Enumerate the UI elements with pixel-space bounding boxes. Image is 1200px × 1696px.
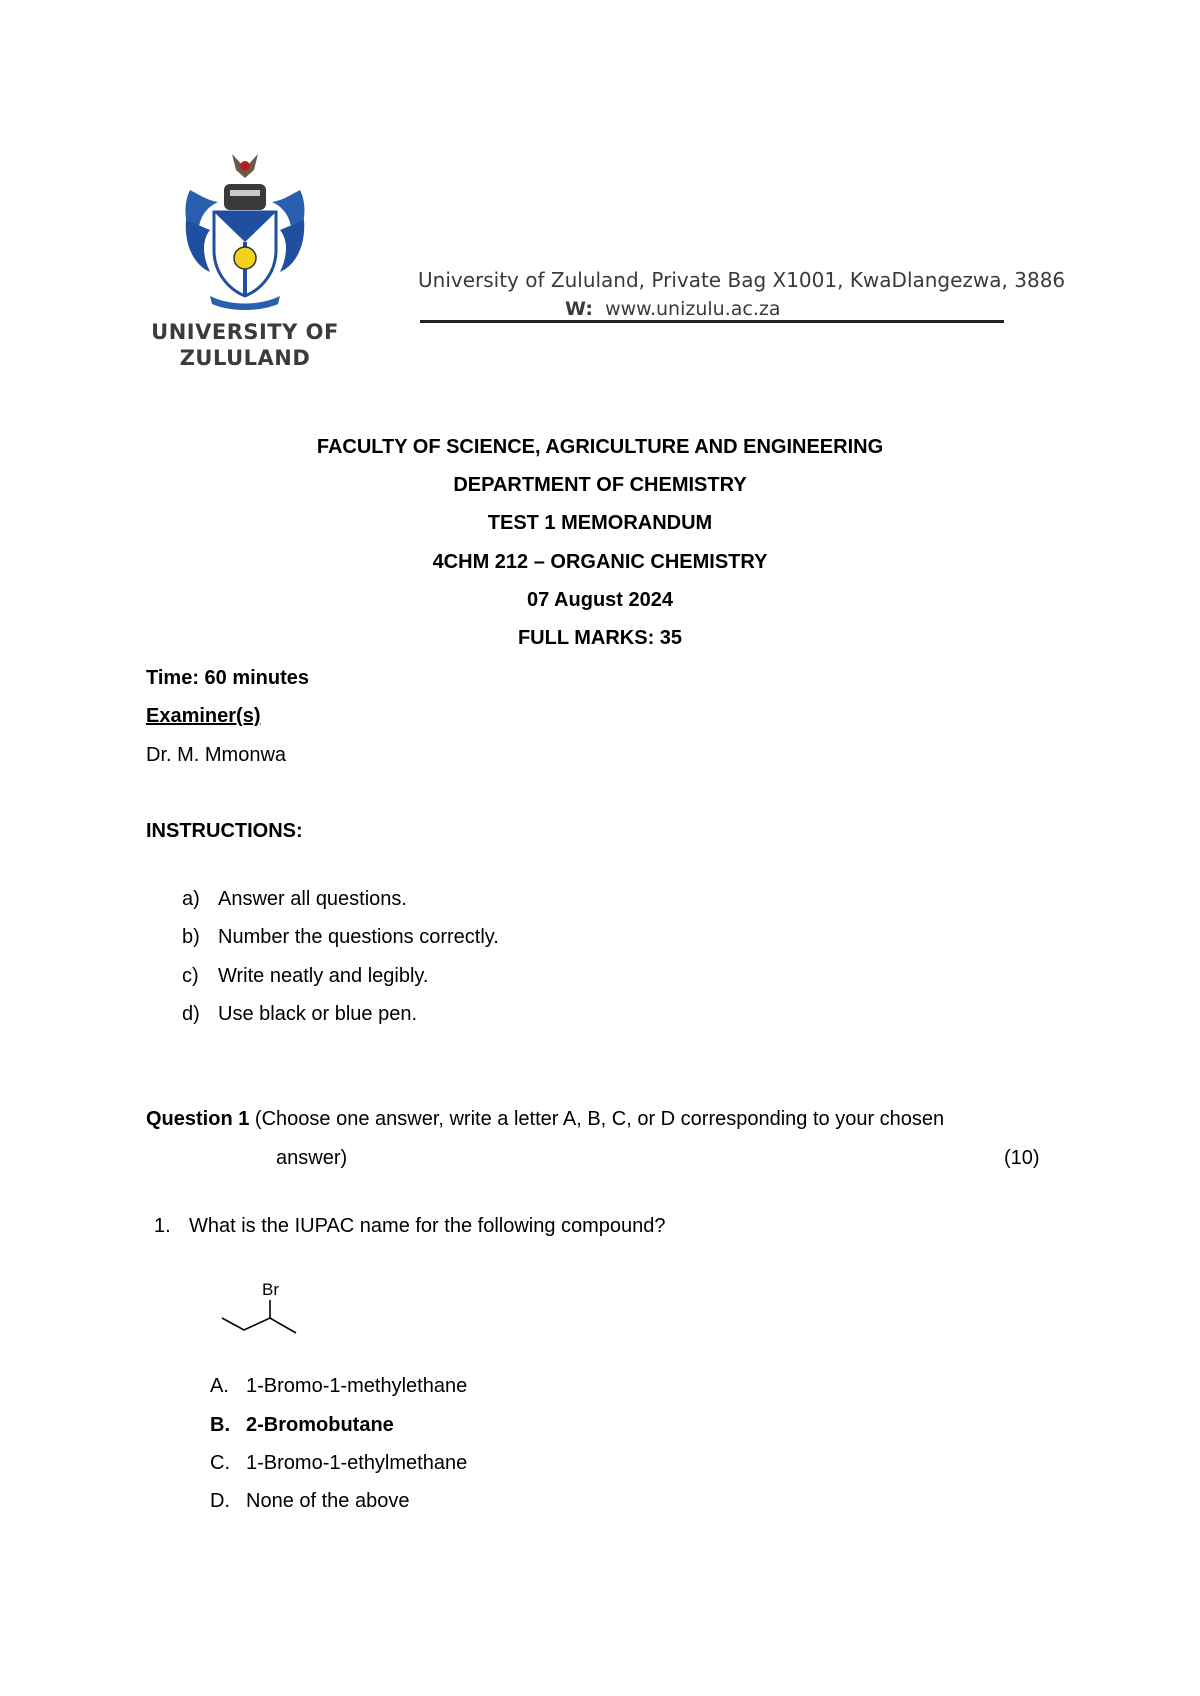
sub-question-text: What is the IUPAC name for the following compound? <box>189 1215 666 1237</box>
option-letter: B. <box>210 1414 230 1436</box>
answer-option-b-correct <box>210 1414 394 1437</box>
answer-option-c <box>210 1452 467 1475</box>
test-date: 07 August 2024 <box>527 589 673 611</box>
option-letter: A. <box>210 1375 229 1397</box>
option-letter: C. <box>210 1452 230 1474</box>
skeletal-structure-icon <box>214 1278 304 1338</box>
instruction-label: a) <box>182 888 200 910</box>
test-title: TEST 1 MEMORANDUM <box>487 512 713 534</box>
option-text: None of the above <box>246 1490 410 1512</box>
time-allowed: Time: 60 minutes <box>146 667 310 689</box>
option-text: 2-Bromobutane <box>246 1414 394 1436</box>
answer-option-a <box>210 1375 467 1398</box>
question-1-marks: (10) <box>1004 1147 1040 1169</box>
chemical-structure <box>214 1278 304 1338</box>
instruction-label: d) <box>182 1003 200 1025</box>
web-label: W: <box>565 298 593 320</box>
university-address: University of Zululand, Private Bag X1001, KwaDlangezwa, 3886 <box>418 268 1066 292</box>
question-1-prompt: (Choose one answer, write a letter A, B, C, or D corresponding to your chosen <box>254 1108 945 1130</box>
option-letter: D. <box>210 1490 230 1512</box>
instruction-item <box>182 926 499 949</box>
web-url: www.unizulu.ac.za <box>605 298 781 320</box>
question-1-prompt-cont: answer) <box>276 1147 348 1169</box>
instruction-item <box>182 965 428 988</box>
full-marks: FULL MARKS: 35 <box>517 627 683 649</box>
sub-question-number: 1. <box>154 1215 171 1237</box>
option-text: 1-Bromo-1-methylethane <box>246 1375 468 1397</box>
instructions-heading: INSTRUCTIONS: <box>146 820 303 842</box>
university-crest <box>180 150 310 310</box>
instruction-item <box>182 888 407 911</box>
question-1-label: Question 1 <box>146 1108 250 1130</box>
examiner-name: Dr. M. Mmonwa <box>146 744 287 766</box>
answer-option-d <box>210 1490 409 1513</box>
module-title: 4CHM 212 – ORGANIC CHEMISTRY <box>432 551 768 573</box>
instruction-label: b) <box>182 926 200 948</box>
instruction-item <box>182 1003 417 1026</box>
university-name-line2: ZULULAND <box>179 346 311 370</box>
department-title: DEPARTMENT OF CHEMISTRY <box>453 474 747 496</box>
instruction-text: Number the questions correctly. <box>218 926 499 948</box>
university-web <box>565 298 780 320</box>
examiner-heading: Examiner(s) <box>146 705 261 727</box>
header-divider <box>420 320 1004 323</box>
question-1-header <box>146 1108 944 1131</box>
instruction-text: Write neatly and legibly. <box>218 965 429 987</box>
faculty-title: FACULTY OF SCIENCE, AGRICULTURE AND ENGINEERING <box>316 436 884 458</box>
instruction-text: Answer all questions. <box>218 888 407 910</box>
option-text: 1-Bromo-1-ethylmethane <box>246 1452 468 1474</box>
instruction-text: Use black or blue pen. <box>218 1003 418 1025</box>
university-name-line1: UNIVERSITY OF <box>151 320 339 344</box>
instruction-label: c) <box>182 965 199 987</box>
bromine-atom-label: Br <box>262 1280 279 1299</box>
crest-icon <box>180 150 310 310</box>
